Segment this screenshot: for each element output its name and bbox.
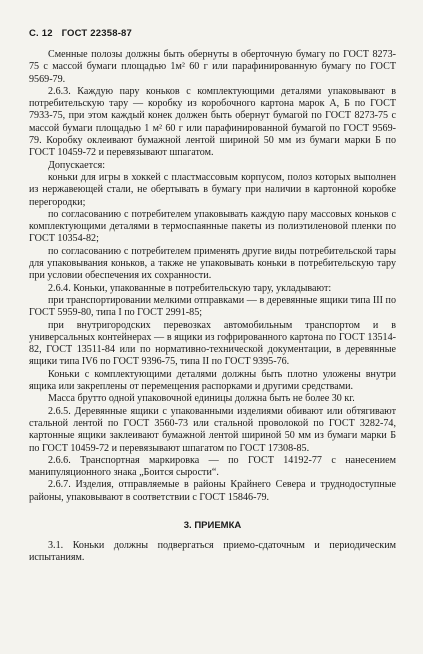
page-header — [29, 28, 396, 39]
paragraph: при внутригородских перевозках автомобильным транспортом и в универсальных контейнерах — в ящики из гофрированного картона по ГОСТ 13514-82, ГОСТ 13511-84 или по нормативно-технической документации, в деревянные ящики типа IV6 по ГОСТ 9396-75, типа II по ГОСТ 9395-76. — [29, 319, 396, 368]
paragraph: Коньки с комплектующими деталями должны быть плотно уложены внутри ящика или закреплены от перемещения распорками и другими средствами. — [29, 368, 396, 393]
document-body — [29, 49, 396, 504]
paragraph: 2.6.4. Коньки, упакованные в потребительскую тару, укладывают: — [48, 282, 332, 294]
standard-code: ГОСТ 22358-87 — [61, 28, 133, 39]
paragraph: по согласованию с потребителем упаковывать каждую пару массовых коньков с комплектующими деталями в термоспаянные пакеты из полиэтиленовой пленки по ГОСТ 10354-82; — [29, 208, 396, 245]
paragraph: 2.6.5. Деревянные ящики с упакованными изделиями обивают или обтягивают стальной лентой по ГОСТ 3560-73 или стальной проволокой по ГОСТ 3282-74, картонные ящики заклеивают бумажной лентой шириной 50 мм из бумаги марки Б по ГОСТ 10459-72 и перевязывают шпагатом по ГОСТ 17308-85. — [29, 405, 396, 454]
paragraph: 2.6.3. Каждую пару коньков с комплектующими деталями упаковывают в потребительскую тару — коробку из коробочного картона марок А, Б по ГОСТ 7933-75, при этом каждый конек должен быть обернут бумагой по ГОСТ 8273-75 с массой бумаги площадью 1 м² 60 г или парафинированной бумагой по ГОСТ 9569-79. Коробку оклеивают бумажной лентой шириной 50 мм из бумаги марки Б по ГОСТ 10459-72 и перевязывают шпагатом. — [29, 85, 396, 159]
paragraph: Сменные полозы должны быть обернуты в оберточную бумагу по ГОСТ 8273-75 с массой бумаги площадью 1м² 60 г или парафинированную бумагу по ГОСТ 9569-79. — [29, 49, 396, 85]
section-body — [29, 540, 396, 565]
paragraph: при транспортировании мелкими отправками — в деревянные ящики типа III по ГОСТ 5959-80, типа I по ГОСТ 2991-85; — [29, 294, 396, 319]
section-title: 3. ПРИЕМКА — [183, 519, 242, 531]
paragraph: Допускается: — [48, 159, 106, 171]
paragraph: 3.1. Коньки должны подвергаться приемо-сдаточным и периодическим испытаниям. — [29, 539, 396, 564]
paragraph: Масса брутто одной упаковочной единицы должна быть не более 30 кг. — [48, 393, 355, 405]
paragraph: коньки для игры в хоккей с пластмассовым корпусом, полоз которых выполнен из нержавеющей стали, не обертывать в бумагу при наличии в картонной коробке перегородки; — [29, 171, 396, 208]
paragraph: 2.6.7. Изделия, отправляемые в районы Крайнего Севера и труднодоступные районы, упаковывают в соответствии с ГОСТ 15846-79. — [29, 479, 396, 503]
paragraph: 2.6.6. Транспортная маркировка — по ГОСТ 14192-77 с нанесением манипуляционного знака „Боится сырости“. — [29, 454, 396, 479]
page-number: С. 12 — [29, 28, 53, 39]
paragraph: по согласованию с потребителем применять другие виды потребительской тары для упаковывания коньков, а также не упаковывать коньки в потребительскую тару при условии обеспечения их сохранности. — [29, 245, 396, 282]
